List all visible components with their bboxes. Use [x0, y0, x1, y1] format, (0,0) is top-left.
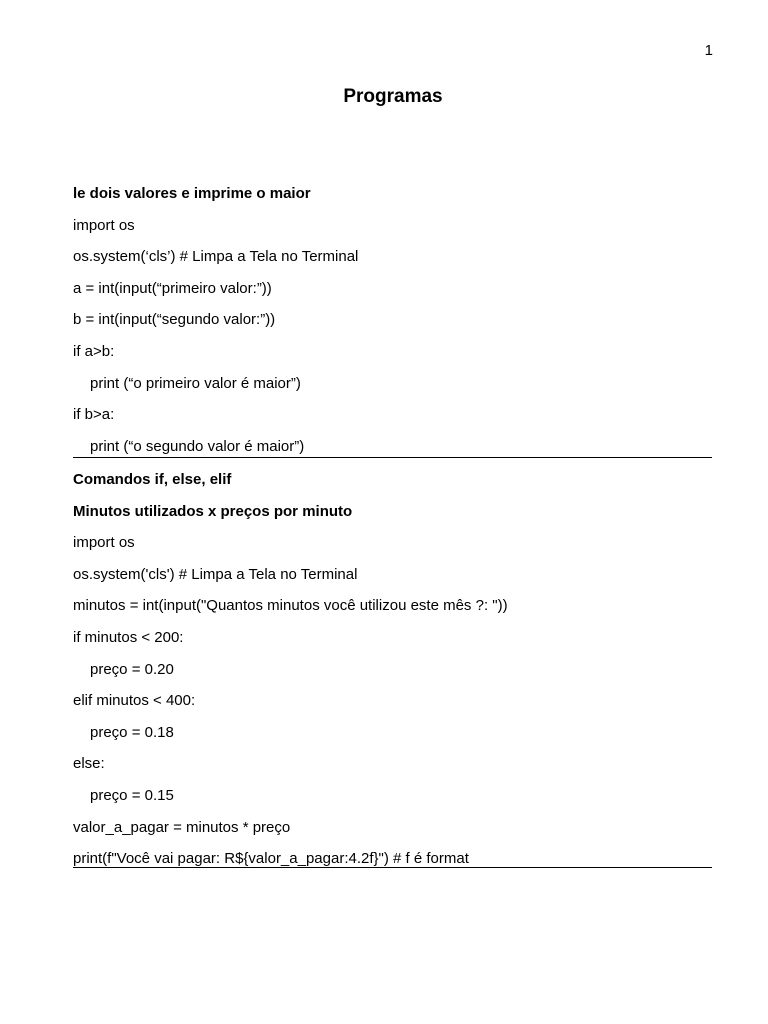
- code-line: os.system('cls') # Limpa a Tela no Terminal: [73, 565, 358, 583]
- code-line: if b>a:: [73, 406, 115, 424]
- code-line: elif minutos < 400:: [73, 692, 196, 710]
- code-line: if a>b:: [73, 342, 115, 360]
- section-heading: Comandos if, else, elif: [73, 471, 232, 488]
- section-divider: [73, 867, 712, 868]
- code-line: print (“o primeiro valor é maior”): [90, 374, 301, 392]
- code-line: import os: [73, 216, 135, 234]
- page-number: 1: [704, 42, 713, 59]
- code-line: preço = 0.20: [90, 660, 174, 678]
- code-line: if minutos < 200:: [73, 628, 184, 646]
- code-line: else:: [73, 755, 105, 773]
- code-line: os.system(‘cls’) # Limpa a Tela no Terminal: [73, 248, 359, 266]
- code-line: preço = 0.18: [90, 723, 174, 741]
- code-line: b = int(input(“segundo valor:”)): [73, 311, 276, 329]
- code-line: print(f"Você vai pagar: R${valor_a_pagar:4.2f}") # f é format: [73, 850, 469, 868]
- section-divider: [73, 457, 712, 458]
- program-section-max-value: [73, 178, 712, 462]
- section-subheading: Minutos utilizados x preços por minuto: [73, 502, 353, 520]
- section-heading: le dois valores e imprime o maior: [73, 185, 311, 202]
- code-line: minutos = int(input("Quantos minutos você utilizou este mês ?: ")): [73, 597, 508, 615]
- code-line: import os: [73, 534, 135, 552]
- page-title: Programas: [343, 86, 443, 107]
- code-line: print (“o segundo valor é maior”): [90, 437, 305, 455]
- code-line: a = int(input(“primeiro valor:”)): [73, 279, 272, 297]
- program-section-minutes-price: [73, 464, 712, 875]
- code-line: preço = 0.15: [90, 786, 174, 804]
- code-line: valor_a_pagar = minutos * preço: [73, 818, 291, 836]
